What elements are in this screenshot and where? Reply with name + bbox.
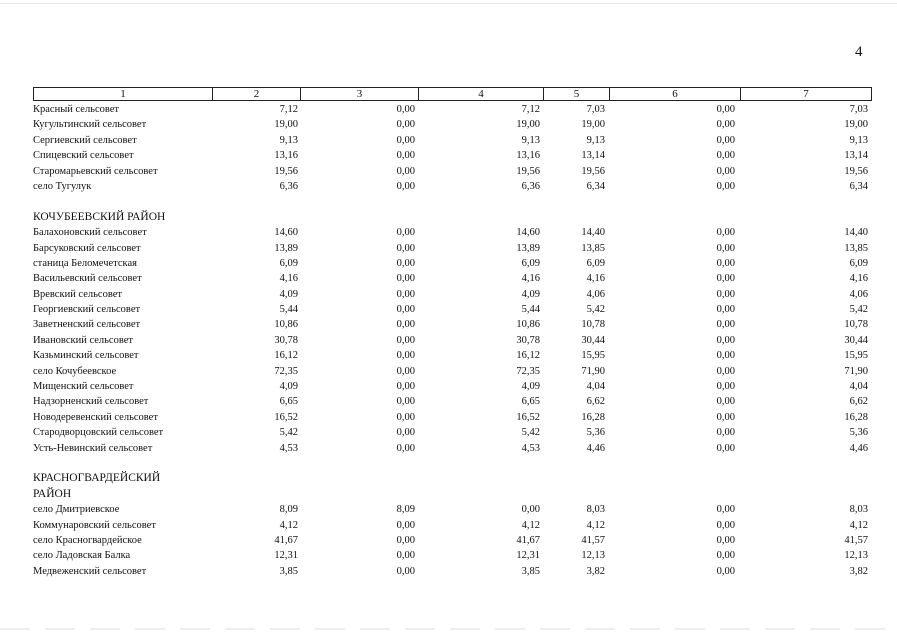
settlement-name: Ивановский сельсовет <box>33 334 133 346</box>
district-heading: КРАСНОГВАРДЕЙСКИЙ <box>33 472 161 485</box>
value-col-3: 0,00 <box>396 273 415 285</box>
value-col-2: 4,12 <box>279 519 298 531</box>
table-row <box>33 302 868 317</box>
value-col-2: 4,53 <box>279 442 298 454</box>
value-col-3: 0,00 <box>396 519 415 531</box>
column-header-5: 5 <box>544 88 610 101</box>
value-col-3: 0,00 <box>396 334 415 346</box>
value-col-3: 0,00 <box>396 257 415 269</box>
table-row <box>33 548 868 563</box>
value-col-4: 16,52 <box>516 411 540 423</box>
value-col-4: 41,67 <box>516 534 540 546</box>
settlement-name: Коммунаровский сельсовет <box>33 519 156 531</box>
value-col-2: 5,44 <box>279 304 298 316</box>
value-col-4: 4,09 <box>521 288 540 300</box>
value-col-6: 0,00 <box>716 104 735 115</box>
value-col-7: 8,03 <box>849 504 868 516</box>
value-col-7: 4,16 <box>849 273 868 285</box>
value-col-7: 7,03 <box>849 104 868 115</box>
value-col-5: 14,40 <box>581 227 605 239</box>
value-col-5: 10,78 <box>581 319 605 331</box>
table-row <box>33 271 868 286</box>
settlement-name: Медвеженский сельсовет <box>33 565 147 577</box>
value-col-7: 4,06 <box>849 288 868 300</box>
value-col-2: 30,78 <box>274 334 298 346</box>
settlement-name: село Дмитриевское <box>33 504 120 516</box>
value-col-5: 13,14 <box>581 150 605 162</box>
column-header-4: 4 <box>419 88 544 101</box>
table-row <box>33 164 868 179</box>
value-col-6: 0,00 <box>716 119 735 131</box>
value-col-6: 0,00 <box>716 134 735 146</box>
value-col-3: 0,00 <box>396 304 415 316</box>
value-col-7: 30,44 <box>844 334 868 346</box>
settlement-name: Вревский сельсовет <box>33 288 122 300</box>
value-col-4: 4,16 <box>521 273 540 285</box>
value-col-6: 0,00 <box>716 534 735 546</box>
table-row <box>33 179 868 194</box>
value-col-4: 19,00 <box>516 119 540 131</box>
table-row <box>33 425 868 440</box>
value-col-5: 71,90 <box>581 365 605 377</box>
value-col-5: 12,13 <box>581 550 605 562</box>
value-col-5: 7,03 <box>586 104 605 115</box>
value-col-7: 4,04 <box>849 381 868 393</box>
value-col-4: 12,31 <box>516 550 540 562</box>
value-col-7: 13,14 <box>844 150 868 162</box>
value-col-2: 72,35 <box>274 365 298 377</box>
table-row <box>33 564 868 579</box>
value-col-6: 0,00 <box>716 519 735 531</box>
value-col-7: 3,82 <box>849 565 868 577</box>
settlement-name: Казьминский сельсовет <box>33 350 139 362</box>
value-col-6: 0,00 <box>716 257 735 269</box>
value-col-2: 12,31 <box>274 550 298 562</box>
value-col-6: 0,00 <box>716 165 735 177</box>
value-col-7: 71,90 <box>844 365 868 377</box>
value-col-4: 9,13 <box>521 134 540 146</box>
settlement-name: Васильевский сельсовет <box>33 273 142 285</box>
table-row <box>33 241 868 256</box>
settlement-name: Старомарьевский сельсовет <box>33 165 158 177</box>
settlement-name: Красный сельсовет <box>33 104 120 115</box>
value-col-7: 6,34 <box>849 180 868 192</box>
settlement-name: Барсуковский сельсовет <box>33 242 141 254</box>
value-col-3: 0,00 <box>396 150 415 162</box>
table-row <box>33 333 868 348</box>
value-col-6: 0,00 <box>716 565 735 577</box>
page-number: 4 <box>855 44 863 60</box>
value-col-7: 4,46 <box>849 442 868 454</box>
value-col-2: 16,52 <box>274 411 298 423</box>
value-col-5: 19,00 <box>581 119 605 131</box>
value-col-2: 4,09 <box>279 381 298 393</box>
column-header-2: 2 <box>213 88 301 101</box>
value-col-6: 0,00 <box>716 365 735 377</box>
value-col-3: 0,00 <box>396 134 415 146</box>
value-col-2: 4,16 <box>279 273 298 285</box>
scan-edge-bottom <box>0 628 897 630</box>
value-col-3: 0,00 <box>396 165 415 177</box>
value-col-5: 4,04 <box>586 381 605 393</box>
settlement-name: Георгиевский сельсовет <box>33 304 141 316</box>
table-row <box>33 148 868 163</box>
value-col-4: 14,60 <box>516 227 540 239</box>
value-col-4: 6,09 <box>521 257 540 269</box>
table-row <box>33 348 868 363</box>
value-col-4: 0,00 <box>521 504 540 516</box>
settlement-name: Сергиевский сельсовет <box>33 134 137 146</box>
value-col-6: 0,00 <box>716 319 735 331</box>
value-col-2: 13,89 <box>274 242 298 254</box>
value-col-5: 8,03 <box>586 504 605 516</box>
value-col-3: 0,00 <box>396 550 415 562</box>
settlement-name: Надзорненский сельсовет <box>33 396 149 408</box>
district-heading: КОЧУБЕЕВСКИЙ РАЙОН <box>33 210 166 223</box>
value-col-6: 0,00 <box>716 550 735 562</box>
value-col-2: 6,09 <box>279 257 298 269</box>
value-col-3: 0,00 <box>396 242 415 254</box>
value-col-4: 16,12 <box>516 350 540 362</box>
value-col-3: 0,00 <box>396 442 415 454</box>
value-col-2: 5,42 <box>279 427 298 439</box>
value-col-7: 5,42 <box>849 304 868 316</box>
value-col-2: 3,85 <box>279 565 298 577</box>
group-spacer <box>33 194 868 209</box>
value-col-2: 4,09 <box>279 288 298 300</box>
settlement-name: Усть-Невинский сельсовет <box>33 442 153 454</box>
value-col-4: 5,44 <box>521 304 540 316</box>
value-col-4: 4,12 <box>521 519 540 531</box>
table-row <box>33 379 868 394</box>
value-col-2: 7,12 <box>279 104 298 115</box>
value-col-3: 0,00 <box>396 104 415 115</box>
value-col-4: 3,85 <box>521 565 540 577</box>
value-col-4: 6,36 <box>521 180 540 192</box>
value-col-5: 6,34 <box>586 180 605 192</box>
value-col-5: 4,12 <box>586 519 605 531</box>
value-col-5: 41,57 <box>581 534 605 546</box>
table-row <box>33 410 868 425</box>
district-heading-continued: РАЙОН <box>33 487 72 500</box>
value-col-6: 0,00 <box>716 273 735 285</box>
table-row <box>33 117 868 132</box>
value-col-6: 0,00 <box>716 288 735 300</box>
value-col-3: 0,00 <box>396 565 415 577</box>
value-col-7: 13,85 <box>844 242 868 254</box>
table-row <box>33 256 868 271</box>
value-col-7: 41,57 <box>844 534 868 546</box>
value-col-3: 0,00 <box>396 119 415 131</box>
table-row <box>33 441 868 456</box>
value-col-6: 0,00 <box>716 381 735 393</box>
value-col-5: 13,85 <box>581 242 605 254</box>
table-row <box>33 502 868 517</box>
value-col-6: 0,00 <box>716 242 735 254</box>
value-col-7: 19,56 <box>844 165 868 177</box>
value-col-5: 4,46 <box>586 442 605 454</box>
value-col-6: 0,00 <box>716 427 735 439</box>
settlement-name: Кугультинский сельсовет <box>33 119 147 131</box>
table-row <box>33 287 868 302</box>
value-col-5: 15,95 <box>581 350 605 362</box>
settlement-name: Заветненский сельсовет <box>33 319 141 331</box>
value-col-6: 0,00 <box>716 334 735 346</box>
value-col-5: 30,44 <box>581 334 605 346</box>
value-col-2: 9,13 <box>279 134 298 146</box>
settlement-name: Балахоновский сельсовет <box>33 227 147 239</box>
value-col-3: 0,00 <box>396 381 415 393</box>
settlement-name: село Ладовская Балка <box>33 550 131 562</box>
value-col-2: 19,56 <box>274 165 298 177</box>
value-col-5: 5,42 <box>586 304 605 316</box>
value-col-2: 16,12 <box>274 350 298 362</box>
value-col-2: 10,86 <box>274 319 298 331</box>
value-col-5: 5,36 <box>586 427 605 439</box>
settlement-name: село Красногвардейское <box>33 534 142 546</box>
value-col-5: 3,82 <box>586 565 605 577</box>
value-col-2: 6,65 <box>279 396 298 408</box>
settlement-name: Новодеревенский сельсовет <box>33 411 158 423</box>
value-col-4: 13,89 <box>516 242 540 254</box>
value-col-3: 0,00 <box>396 350 415 362</box>
value-col-2: 14,60 <box>274 227 298 239</box>
settlement-name: Мищенский сельсовет <box>33 381 134 393</box>
settlement-name: станица Беломечетская <box>33 257 137 269</box>
table-body <box>33 102 868 579</box>
column-header-3: 3 <box>301 88 419 101</box>
value-col-3: 0,00 <box>396 534 415 546</box>
value-col-7: 16,28 <box>844 411 868 423</box>
value-col-6: 0,00 <box>716 304 735 316</box>
value-col-4: 5,42 <box>521 427 540 439</box>
value-col-2: 41,67 <box>274 534 298 546</box>
value-col-7: 19,00 <box>844 119 868 131</box>
value-col-7: 5,36 <box>849 427 868 439</box>
value-col-3: 0,00 <box>396 319 415 331</box>
value-col-6: 0,00 <box>716 150 735 162</box>
table-row <box>33 317 868 332</box>
value-col-5: 6,62 <box>586 396 605 408</box>
value-col-4: 7,12 <box>521 104 540 115</box>
value-col-3: 0,00 <box>396 288 415 300</box>
table-row <box>33 394 868 409</box>
value-col-5: 19,56 <box>581 165 605 177</box>
value-col-6: 0,00 <box>716 411 735 423</box>
value-col-7: 12,13 <box>844 550 868 562</box>
column-header-1: 1 <box>34 88 213 101</box>
table-row <box>33 518 868 533</box>
value-col-3: 0,00 <box>396 227 415 239</box>
value-col-2: 19,00 <box>274 119 298 131</box>
value-col-3: 0,00 <box>396 427 415 439</box>
value-col-7: 15,95 <box>844 350 868 362</box>
settlement-name: село Тугулук <box>33 180 92 192</box>
column-header-7: 7 <box>741 88 872 101</box>
column-header-table <box>33 87 872 101</box>
group-spacer <box>33 456 868 471</box>
value-col-4: 72,35 <box>516 365 540 377</box>
value-col-2: 8,09 <box>279 504 298 516</box>
value-col-4: 6,65 <box>521 396 540 408</box>
value-col-5: 16,28 <box>581 411 605 423</box>
value-col-4: 10,86 <box>516 319 540 331</box>
value-col-7: 4,12 <box>849 519 868 531</box>
value-col-6: 0,00 <box>716 180 735 192</box>
value-col-6: 0,00 <box>716 396 735 408</box>
value-col-6: 0,00 <box>716 504 735 516</box>
table-row <box>33 102 868 117</box>
value-col-4: 19,56 <box>516 165 540 177</box>
table-row <box>33 225 868 240</box>
value-col-6: 0,00 <box>716 442 735 454</box>
value-col-4: 30,78 <box>516 334 540 346</box>
settlement-name: село Кочубеевское <box>33 365 117 377</box>
value-col-5: 4,16 <box>586 273 605 285</box>
value-col-7: 14,40 <box>844 227 868 239</box>
value-col-7: 6,09 <box>849 257 868 269</box>
value-col-5: 9,13 <box>586 134 605 146</box>
value-col-6: 0,00 <box>716 227 735 239</box>
value-col-6: 0,00 <box>716 350 735 362</box>
scan-edge-top <box>0 3 897 4</box>
value-col-3: 0,00 <box>396 411 415 423</box>
value-col-3: 0,00 <box>396 365 415 377</box>
value-col-5: 4,06 <box>586 288 605 300</box>
value-col-7: 9,13 <box>849 134 868 146</box>
value-col-2: 6,36 <box>279 180 298 192</box>
value-col-5: 6,09 <box>586 257 605 269</box>
table-row <box>33 533 868 548</box>
column-header-6: 6 <box>610 88 741 101</box>
table-row <box>33 133 868 148</box>
value-col-4: 4,09 <box>521 381 540 393</box>
value-col-3: 0,00 <box>396 396 415 408</box>
settlement-name: Спицевский сельсовет <box>33 150 134 162</box>
value-col-4: 4,53 <box>521 442 540 454</box>
settlement-name: Стародворцовский сельсовет <box>33 427 164 439</box>
value-col-4: 13,16 <box>516 150 540 162</box>
value-col-2: 13,16 <box>274 150 298 162</box>
value-col-3: 8,09 <box>396 504 415 516</box>
value-col-3: 0,00 <box>396 180 415 192</box>
value-col-7: 6,62 <box>849 396 868 408</box>
table-row <box>33 364 868 379</box>
value-col-7: 10,78 <box>844 319 868 331</box>
